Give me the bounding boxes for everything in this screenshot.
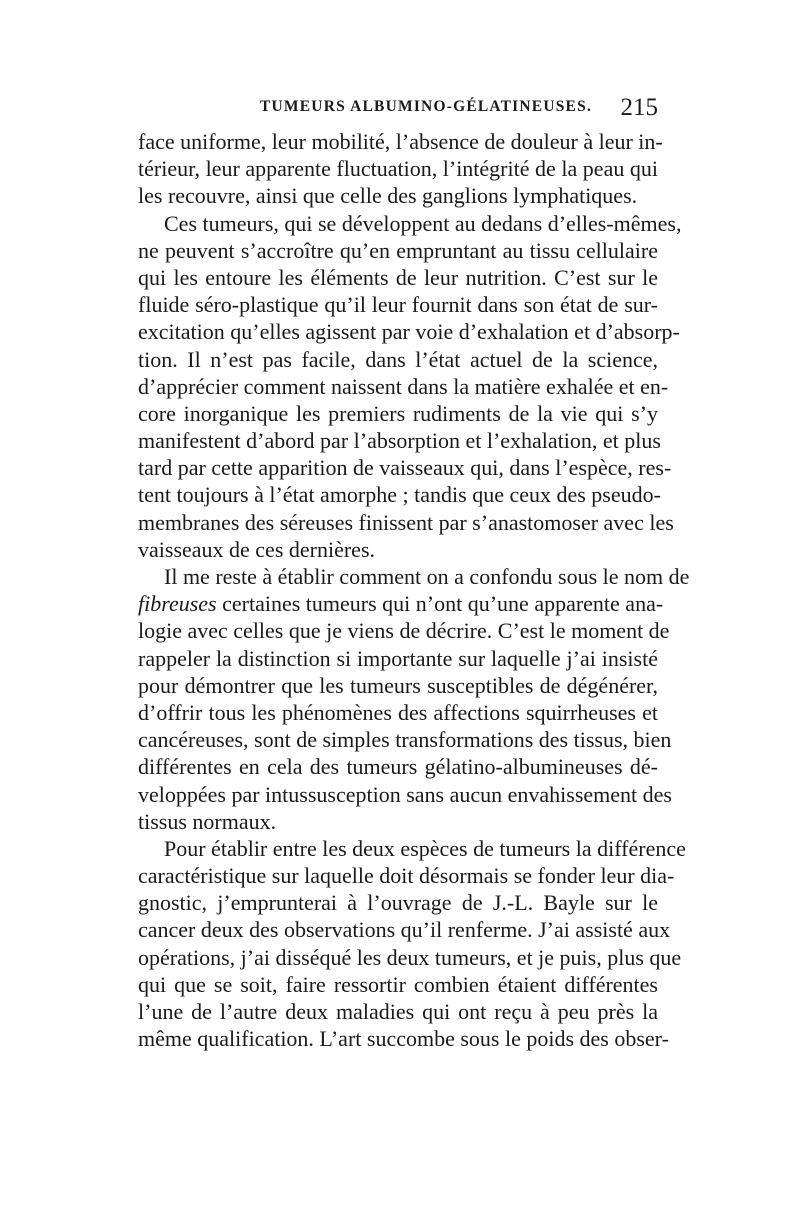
text-line: d’offrir tous les phénomènes des affections squirrheuses et (138, 699, 658, 725)
text-line: caractéristique sur laquelle doit désormais se fonder leur dia- (138, 863, 675, 889)
text-line: pour démontrer que les tumeurs susceptibles de dégénérer, (138, 672, 658, 698)
text-line: tissus normaux. (138, 808, 277, 834)
running-title: TUMEURS ALBUMINO-GÉLATINEUSES. (260, 98, 592, 115)
text-line: veloppées par intussusception sans aucun envahissement des (138, 781, 672, 807)
text-line: térieur, leur apparente fluctuation, l’intégrité de la peau qui (138, 156, 658, 182)
text-line: Pour établir entre les deux espèces de tumeurs la différence (164, 835, 686, 861)
body-text (138, 128, 690, 1052)
page-number: 215 (620, 94, 658, 121)
text-line: différentes en cela des tumeurs gélatino-albumineuses dé- (138, 754, 658, 780)
running-head (138, 94, 658, 128)
text-line: opérations, j’ai disséqué les deux tumeurs, et je puis, plus que (138, 944, 682, 970)
text-line: Ces tumeurs, qui se développent au dedans d’elles-mêmes, (164, 210, 682, 236)
text-line: rappeler la distinction si importante sur laquelle j’ai insisté (138, 645, 658, 671)
text-line: logie avec celles que je viens de décrire. C’est le moment de (138, 618, 670, 644)
text-line: gnostic, j’emprunterai à l’ouvrage de J.-L. Bayle sur le (138, 890, 658, 916)
text-line: membranes des séreuses finissent par s’anastomoser avec les (138, 509, 674, 535)
text-line: les recouvre, ainsi que celle des ganglions lymphatiques. (138, 183, 638, 209)
text-line: même qualification. L’art succombe sous le poids des obser- (138, 1026, 669, 1052)
text-line: d’apprécier comment naissent dans la matière exhalée et en- (138, 373, 669, 399)
text-line: tent toujours à l’état amorphe ; tandis que ceux des pseudo- (138, 482, 661, 508)
text-line: tion. Il n’est pas facile, dans l’état actuel de la science, (138, 346, 658, 372)
text-line: tard par cette apparition de vaisseaux qui, dans l’espèce, res- (138, 455, 672, 481)
text-line: core inorganique les premiers rudiments de la vie qui s’y (138, 400, 658, 426)
text-line: vaisseaux de ces dernières. (138, 536, 376, 562)
text-line: face uniforme, leur mobilité, l’absence de douleur à leur in- (138, 129, 663, 154)
text-line: ne peuvent s’accroître qu’en empruntant au tissu cellulaire (138, 237, 658, 263)
italic-word: fibreuses (138, 591, 217, 617)
text-line: cancer deux des observations qu’il renferme. J’ai assisté aux (138, 917, 671, 943)
text-line: fluide séro-plastique qu’il leur fournit dans son état de sur- (138, 292, 658, 318)
text-line (138, 590, 664, 617)
text-line: manifestent d’abord par l’absorption et l’exhalation, et plus (138, 428, 661, 454)
text-line: qui les entoure les éléments de leur nutrition. C’est sur le (138, 264, 658, 290)
text-line: excitation qu’elles agissent par voie d’exhalation et d’absorp- (138, 319, 680, 345)
text-line: l’une de l’autre deux maladies qui ont reçu à peu près la (138, 999, 658, 1024)
text-line: qui que se soit, faire ressortir combien étaient différentes (138, 971, 658, 997)
line-text: certaines tumeurs qui n’ont qu’une apparente ana- (216, 591, 664, 617)
text-line: Il me reste à établir comment on a confondu sous le nom de (164, 564, 690, 589)
text-line: cancéreuses, sont de simples transformations des tissus, bien (138, 727, 672, 753)
